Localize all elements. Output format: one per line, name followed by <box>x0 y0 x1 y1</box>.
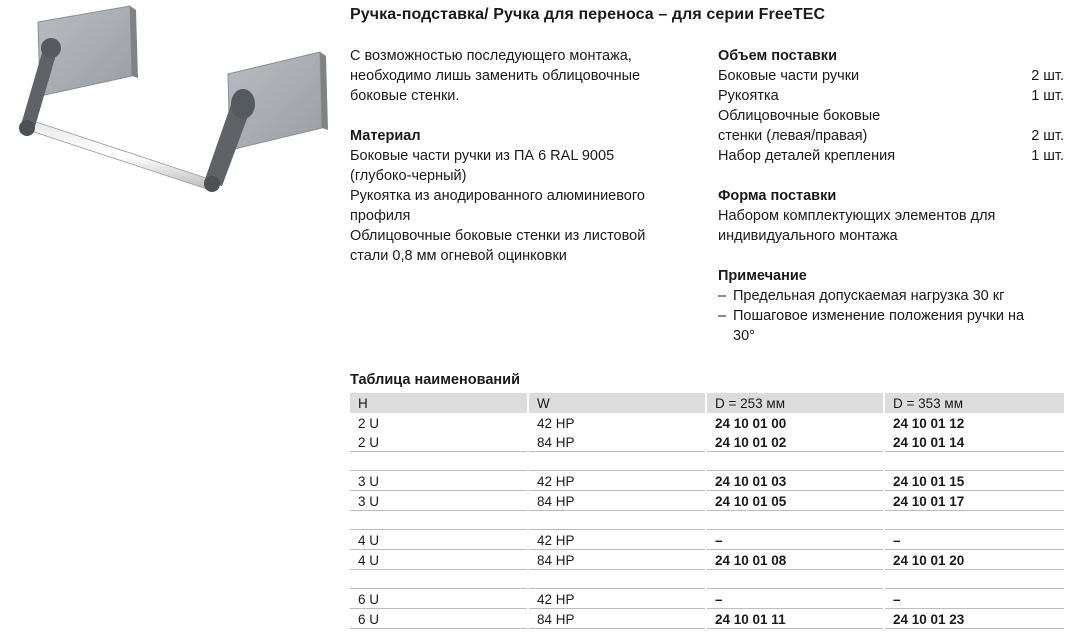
note-dash: – <box>718 288 727 304</box>
scope-item <box>718 106 1064 126</box>
table-row <box>350 609 1064 629</box>
material-heading: Материал <box>350 128 421 144</box>
note-item <box>718 306 1064 326</box>
table-spacer-row <box>350 452 1064 471</box>
cell-code-d353: 24 10 01 15 <box>884 471 1064 491</box>
note-text: 30° <box>733 328 755 344</box>
material-section <box>350 126 695 266</box>
cell-code-d353: 24 10 01 12 <box>884 413 1064 432</box>
handle-product-illustration <box>0 0 340 200</box>
table-row <box>350 471 1064 491</box>
scope-item-label: Набор деталей крепления <box>718 148 896 164</box>
delivery-form-section <box>718 186 1064 246</box>
table-row <box>350 432 1064 452</box>
material-line: Рукоятка из анодированного алюминиевого <box>350 188 645 204</box>
material-line: Облицовочные боковые стенки из листовой <box>350 228 646 244</box>
scope-item-label: Рукоятка <box>718 88 779 104</box>
cell-w: 84 HP <box>528 550 706 570</box>
column-header-d353: D = 353 мм <box>884 393 1064 413</box>
cell-code-d253: 24 10 01 00 <box>706 413 884 432</box>
scope-item <box>718 86 1064 106</box>
scope-item-label: стенки (левая/правая) <box>718 128 868 144</box>
cell-code-d253: 24 10 01 02 <box>706 432 884 452</box>
table-row <box>350 491 1064 511</box>
scope-item <box>718 66 1064 86</box>
note-section <box>718 266 1064 346</box>
note-text: Пошаговое изменение положения ручки на <box>733 308 1025 324</box>
cell-h: 6 U <box>350 589 528 609</box>
material-line: стали 0,8 мм огневой оцинковки <box>350 248 567 264</box>
table-row <box>350 589 1064 609</box>
scope-item-label: Облицовочные боковые <box>718 108 881 124</box>
scope-item <box>718 126 1064 146</box>
right-column <box>718 46 1064 366</box>
table-row <box>350 550 1064 570</box>
page-title: Ручка-подставка/ Ручка для переноса – для серии FreeTEC <box>350 6 826 23</box>
cell-w: 84 HP <box>528 491 706 511</box>
cell-code-d253: 24 10 01 03 <box>706 471 884 491</box>
scope-item-qty: 2 шт. <box>1031 68 1064 84</box>
column-header-w: W <box>528 393 706 413</box>
table-row <box>350 530 1064 550</box>
intro-line: необходимо лишь заменить облицовочные <box>350 68 641 84</box>
scope-section <box>718 46 1064 166</box>
cell-code-d353: 24 10 01 14 <box>884 432 1064 452</box>
delivery-form-line: Набором комплектующих элементов для <box>718 208 996 224</box>
delivery-form-line: индивидуального монтажа <box>718 228 898 244</box>
cell-h: 4 U <box>350 550 528 570</box>
cell-h: 4 U <box>350 530 528 550</box>
cell-w: 42 HP <box>528 471 706 491</box>
cell-code-d353: 24 10 01 20 <box>884 550 1064 570</box>
intro-text <box>350 46 695 106</box>
cell-code-d253: – <box>706 530 884 550</box>
scope-item-qty: 1 шт. <box>1031 148 1064 164</box>
material-line: Боковые части ручки из ПА 6 RAL 9005 <box>350 148 615 164</box>
cell-code-d353: – <box>884 589 1064 609</box>
material-line: (глубоко-черный) <box>350 168 467 184</box>
note-item <box>718 326 1064 346</box>
note-heading: Примечание <box>718 268 807 284</box>
table-spacer-row <box>350 570 1064 589</box>
cell-w: 42 HP <box>528 413 706 432</box>
cell-h: 3 U <box>350 491 528 511</box>
note-text: Предельная допускаемая нагрузка 30 кг <box>733 288 1005 304</box>
table-header-row <box>350 393 1064 413</box>
cell-w: 84 HP <box>528 432 706 452</box>
left-column <box>350 46 695 286</box>
note-dash <box>718 326 733 346</box>
cell-code-d353: – <box>884 530 1064 550</box>
cell-code-d253: 24 10 01 08 <box>706 550 884 570</box>
table-spacer-row <box>350 511 1064 530</box>
cell-w: 42 HP <box>528 589 706 609</box>
cell-h: 2 U <box>358 416 380 431</box>
delivery-form-heading: Форма поставки <box>718 188 837 204</box>
column-header-d253: D = 253 мм <box>706 393 884 413</box>
cell-w: 84 HP <box>528 609 706 629</box>
designation-table <box>350 393 1064 629</box>
note-dash: – <box>718 308 727 324</box>
cell-code-d253: 24 10 01 11 <box>706 609 884 629</box>
scope-item-label: Боковые части ручки <box>718 68 860 84</box>
cell-w: 42 HP <box>528 530 706 550</box>
intro-line: боковые стенки. <box>350 88 460 104</box>
scope-heading: Объем поставки <box>718 48 837 64</box>
column-header-h: H <box>350 393 528 413</box>
table-row <box>350 413 1064 432</box>
cell-code-d253: – <box>706 589 884 609</box>
scope-item <box>718 146 1064 166</box>
intro-line: С возможностью последующего монтажа, <box>350 48 632 64</box>
cell-h: 3 U <box>350 471 528 491</box>
cell-code-d353: 24 10 01 23 <box>884 609 1064 629</box>
material-line: профиля <box>350 208 411 224</box>
scope-item-qty: 2 шт. <box>1031 128 1064 144</box>
cell-code-d253: 24 10 01 05 <box>706 491 884 511</box>
scope-item-qty: 1 шт. <box>1031 88 1064 104</box>
note-item <box>718 286 1064 306</box>
table-title: Таблица наименований <box>350 372 520 388</box>
cell-h: 2 U <box>350 432 528 452</box>
cell-h: 6 U <box>350 609 528 629</box>
cell-code-d353: 24 10 01 17 <box>884 491 1064 511</box>
